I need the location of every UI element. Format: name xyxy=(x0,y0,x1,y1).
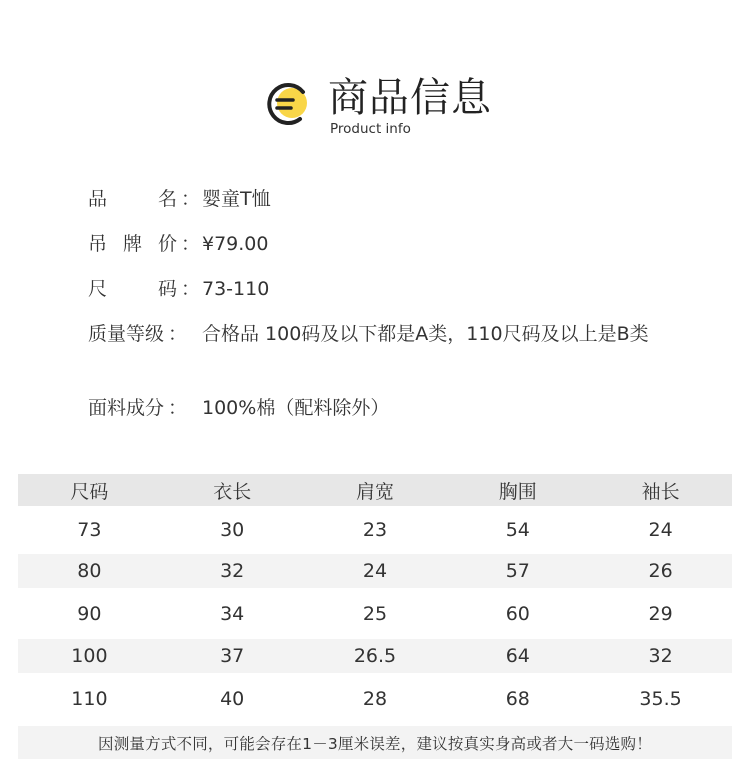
table-cell: 25 xyxy=(362,602,388,625)
table-cell: 28 xyxy=(362,687,388,710)
table-header-row xyxy=(18,474,732,506)
info-label: 品 名 ： xyxy=(88,188,200,210)
table-row xyxy=(18,639,732,673)
table-row xyxy=(18,554,732,588)
table-cell: 34 xyxy=(220,602,245,625)
info-value: ¥79.00 xyxy=(202,233,269,255)
info-row-grade xyxy=(88,319,728,379)
table-cell: 30 xyxy=(220,519,245,541)
table-header-cell: 衣长 xyxy=(213,480,252,503)
info-value: 73-110 xyxy=(202,278,270,300)
table-cell: 54 xyxy=(505,519,530,541)
table-cell: 68 xyxy=(505,687,530,710)
table-cell: 35.5 xyxy=(639,687,682,710)
info-row-fabric xyxy=(88,393,728,423)
info-row-name xyxy=(88,184,728,214)
info-label: 吊 牌 价 ： xyxy=(88,233,200,255)
product-info-list xyxy=(88,184,728,423)
table-cell: 26 xyxy=(648,560,673,582)
table-header-cell: 袖长 xyxy=(641,480,680,503)
section-header xyxy=(0,0,750,160)
info-row-price xyxy=(88,229,728,259)
table-cell: 32 xyxy=(220,560,245,582)
table-cell: 80 xyxy=(77,560,102,582)
table-cell: 110 xyxy=(71,687,108,710)
table-header-cell: 胸围 xyxy=(498,480,537,503)
info-label: 面料成分 ： xyxy=(88,397,188,419)
table-header-cell: 肩宽 xyxy=(355,480,394,503)
table-cell: 29 xyxy=(648,602,673,625)
page-title: 商品信息 xyxy=(328,75,492,121)
size-table xyxy=(18,474,732,724)
table-row xyxy=(18,673,732,724)
table-cell: 60 xyxy=(505,602,530,625)
table-cell: 24 xyxy=(362,560,388,582)
info-row-size xyxy=(88,274,728,304)
table-cell: 90 xyxy=(77,602,102,625)
info-value: 婴童T恤 xyxy=(202,188,271,210)
table-cell: 37 xyxy=(220,645,245,667)
measurement-note: 因测量方式不同，可能会存在1－3厘米误差，建议按真实身高或者大一码选购！ xyxy=(18,726,732,759)
table-cell: 100 xyxy=(71,645,108,667)
table-row xyxy=(18,588,732,639)
info-value: 100%棉（配料除外） xyxy=(202,397,390,419)
table-header-cell: 尺码 xyxy=(70,480,109,503)
table-cell: 23 xyxy=(362,519,388,541)
table-cell: 57 xyxy=(505,560,530,582)
info-value: 合格品 100码及以下都是A类，110尺码及以上是B类 xyxy=(202,323,649,345)
table-cell: 73 xyxy=(77,519,102,541)
table-cell: 40 xyxy=(220,687,245,710)
info-label: 质量等级 ： xyxy=(88,323,188,345)
page-subtitle: Product info xyxy=(330,121,411,137)
table-cell: 64 xyxy=(505,645,530,667)
table-cell: 26.5 xyxy=(353,645,397,667)
table-row xyxy=(18,506,732,554)
table-cell: 24 xyxy=(648,519,673,541)
product-info-icon xyxy=(263,83,313,129)
table-cell: 32 xyxy=(648,645,673,667)
info-label: 尺 码 ： xyxy=(88,278,200,300)
